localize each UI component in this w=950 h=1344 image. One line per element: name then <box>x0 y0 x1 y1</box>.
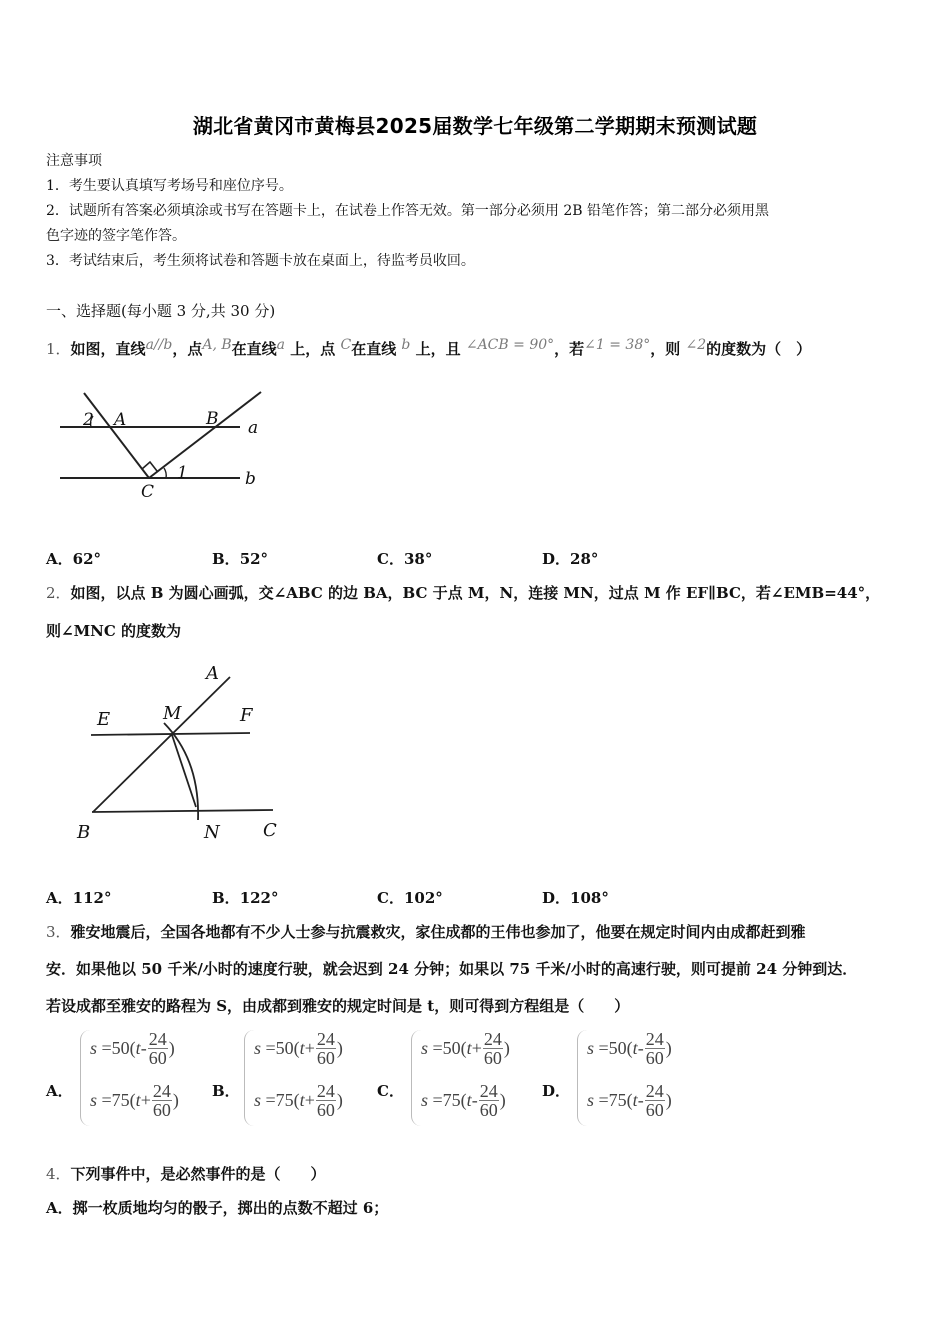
fig-label: a <box>248 418 259 438</box>
fig-label: 2 <box>83 410 94 430</box>
q2-option-d[interactable]: D．108° <box>542 889 609 907</box>
fig-label: B <box>77 822 91 843</box>
question-2-stem <box>46 582 880 603</box>
fig-label: A <box>206 663 219 684</box>
q1-option-d[interactable]: D．28° <box>542 550 599 568</box>
stem-text: 在直线 <box>351 340 402 358</box>
q1-option-a[interactable]: A．62° <box>46 550 102 568</box>
question-3-stem-cont: 若设成都至雅安的路程为 S，由成都到雅安的规定时间是 t，则可得到方程组是（ ） <box>46 997 630 1015</box>
notice-item: 色字迹的签字笔作答。 <box>46 228 186 244</box>
q3-option-b-system[interactable]: s =50( t + $\frac{24}{60}$ ) s =75( t + $\frac{24}{60}$ ) <box>244 1030 374 1130</box>
stem-text: ，则 <box>650 340 686 358</box>
stem-text: 雅安地震后，全国各地都有不少人士参与抗震救灾，家住成都的王伟也参加了，他要在规定时间内由成都赶到雅 <box>70 923 806 941</box>
question-1-stem <box>46 338 811 359</box>
question-2-figure <box>60 655 300 850</box>
fig-label: C <box>263 820 277 841</box>
fig-label: F <box>240 705 253 726</box>
question-2-stem-cont: 则∠MNC 的度数为 <box>46 622 182 640</box>
q3-option-a-system[interactable]: s =50( t - $\frac{24}{60}$ ) s =75( t + $\frac{24}{60}$ ) <box>80 1030 210 1130</box>
stem-text: 在直线 <box>231 340 277 358</box>
math-expr: ∠1 = 38° <box>584 337 651 353</box>
stem-text: 如图，直线 <box>70 340 146 358</box>
q2-option-b[interactable]: B．122° <box>212 889 279 907</box>
fig-label: E <box>97 709 111 730</box>
math-expr: C <box>340 337 352 353</box>
stem-text: 上，且 <box>410 340 466 358</box>
math-expr: ∠2 <box>685 337 707 353</box>
q2-option-c[interactable]: C．102° <box>377 889 443 907</box>
section-heading: 一、选择题(每小题 3 分,共 30 分) <box>46 302 276 320</box>
fig-label: b <box>245 469 256 489</box>
q1-option-c[interactable]: C．38° <box>377 550 433 568</box>
question-number: 2． <box>46 584 71 602</box>
page-title: 湖北省黄冈市黄梅县2025届数学七年级第二学期期末预测试题 <box>192 114 758 138</box>
fig-label: C <box>141 482 155 502</box>
stem-text: ，若 <box>554 340 585 358</box>
q3-option-b-label[interactable]: B． <box>212 1082 240 1100</box>
notice-item: 3．考试结束后，考生须将试卷和答题卡放在桌面上，待监考员收回。 <box>46 253 475 269</box>
notice-item: 1．考生要认真填写考场号和座位序号。 <box>46 178 293 194</box>
stem-text: 上，点 <box>285 340 341 358</box>
stem-text: 下列事件中，是必然事件的是（ ） <box>70 1165 326 1183</box>
q3-option-d-system[interactable]: s =50( t - $\frac{24}{60}$ ) s =75( t - $\frac{24}{60}$ ) <box>577 1030 707 1130</box>
notice-heading: 注意事项 <box>46 153 102 169</box>
question-4-stem <box>46 1163 326 1184</box>
math-expr: a <box>276 337 286 353</box>
notice-block <box>46 149 769 274</box>
fig-label: N <box>204 822 220 843</box>
question-number: 3． <box>46 923 71 941</box>
question-number: 1． <box>46 340 71 358</box>
fig-label: B <box>206 409 219 429</box>
question-number: 4． <box>46 1165 71 1183</box>
q2-option-a[interactable]: A．112° <box>46 889 112 907</box>
question-3-stem-cont: 安．如果他以 50 千米/小时的速度行驶，就会迟到 24 分钟；如果以 75 千米/小时的高速行驶，则可提前 24 分钟到达． <box>46 960 858 978</box>
math-expr: a//b <box>145 337 173 353</box>
math-expr: ∠ACB = 90° <box>465 337 555 353</box>
stem-text: 的度数为（ ） <box>706 340 812 358</box>
question-3-stem <box>46 921 806 942</box>
q3-option-a-label[interactable]: A． <box>46 1082 73 1100</box>
stem-text: 如图，以点 B 为圆心画弧，交∠ABC 的边 BA，BC 于点 M，N，连接 MN，过点 M 作 EF∥BC，若∠EMB=44°， <box>70 584 881 602</box>
fig-label: A <box>114 410 127 430</box>
math-expr: b <box>401 337 411 353</box>
question-1-figure <box>40 375 290 505</box>
q3-option-d-label[interactable]: D． <box>542 1082 571 1100</box>
q3-option-c-system[interactable]: s =50( t + $\frac{24}{60}$ ) s =75( t - $\frac{24}{60}$ ) <box>411 1030 541 1130</box>
fig-label: M <box>163 703 182 724</box>
stem-text: ，点 <box>172 340 203 358</box>
math-expr: A, B <box>202 337 232 353</box>
fig-label: 1 <box>177 463 188 483</box>
q1-option-b[interactable]: B．52° <box>212 550 269 568</box>
q4-option-a[interactable]: A．掷一枚质地均匀的骰子，掷出的点数不超过 6； <box>46 1199 389 1217</box>
q3-option-c-label[interactable]: C． <box>377 1082 404 1100</box>
notice-item: 2．试题所有答案必须填涂或书写在答题卡上，在试卷上作答无效。第一部分必须用 2B 铅笔作答；第二部分必须用黑 <box>46 203 769 219</box>
